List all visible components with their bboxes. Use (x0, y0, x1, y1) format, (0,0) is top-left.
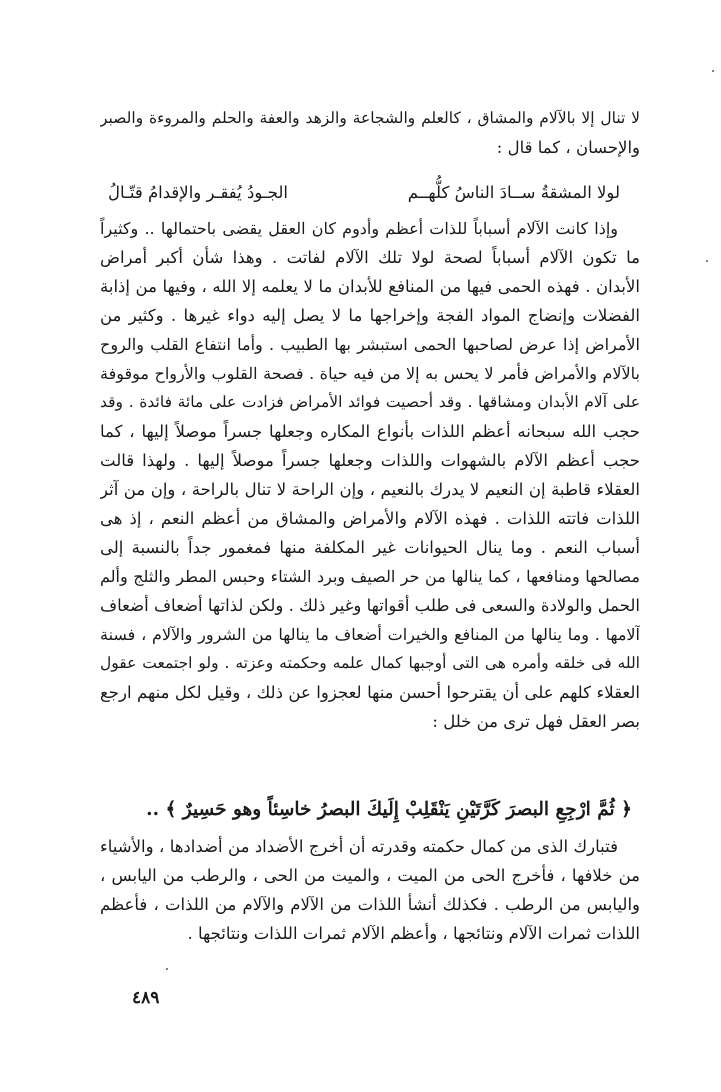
text-line: مصالحها ومنافعها ، كما ينالها من حر الصيف وبرد الشتاء وحبس المطر والثلج وألم (100, 567, 640, 586)
paragraph-opening (100, 104, 640, 162)
text-line: وإذا كانت الآلام أسباباً للذات أعظم وأدوم كان العقل يقضى باحتمالها .. وكثيراً (100, 219, 618, 238)
text-line: الأبدان . فهذه الحمى فيها من المنافع للأبدان ما لا يعلمه إلا الله ، وفيها من إذابة (100, 277, 640, 296)
text-line: حجب الله سبحانه أعظم اللذات بأنواع المكاره وجعلها جسراً موصلاً إليها ، كما (100, 422, 640, 441)
text-line: اللذات ثمرات الآلام ونتائجها ، وأعظم الآلام ثمرات اللذات ونتائجها . (187, 924, 640, 943)
page-number: ٤٨٩ (132, 988, 160, 1008)
poetry-verse (100, 176, 640, 210)
text-line: الفضلات وإنضاج المواد الفجة وإخراجها ما لا يصل إليه دواء غيرها . وكثير من (100, 306, 640, 325)
text-line: آلامها . وما ينالها من المنافع والخيرات أضعاف ما ينالها من الشرور والآلام ، فسنة (100, 625, 640, 644)
paragraph-main (100, 214, 640, 736)
verse-second-hemistich: الجـودُ يُفقـر والإقدامُ قتّـالُ (108, 183, 288, 202)
text-line: أسباب النعم . وما ينال الحيوانات غير المكلفة منها فمغمور جداً بالنسبة إلى (100, 538, 640, 557)
text-line: العقلاء قاطبة إن النعيم لا يدرك بالنعيم ، وإن الراحة لا تنال بالراحة ، وإن من آثر (100, 480, 640, 499)
text-line: لا تنال إلا بالآلام والمشاق ، كالعلم والشجاعة والزهد والعفة والحلم والمروءة والصبر (100, 109, 640, 127)
text-line: اللذات فاتته اللذات . فهذه الآلام والأمراض والمشاق من أعظم النعم ، إذ هى (100, 509, 640, 528)
scan-speck (166, 968, 168, 970)
text-line: بصر العقل فهل ترى من خلل : (432, 712, 640, 731)
text-line: الحمل والولادة والسعى فى طلب أقواتها وغير ذلك . ولكن لذاتها أضعاف أضعاف (100, 596, 640, 615)
scan-speck (706, 260, 708, 262)
text-line: العقلاء كلهم على أن يقترحوا أحسن منها لعجزوا عن ذلك ، وقيل لكل منهم ارجع (100, 683, 640, 702)
text-line: والإحسان ، كما قال : (496, 138, 640, 157)
scan-speck (712, 70, 714, 72)
text-line: من خلافها ، فأخرج الحى من الميت ، والميت من الحى ، والرطب من اليابس ، (100, 866, 640, 885)
paragraph-closing (100, 832, 640, 948)
verse-first-hemistich: لولا المشقةُ ســادَ الناسُ كلُّهــم (407, 183, 620, 202)
text-line: الله فى خلقه وأمره هى التى أوجبها كمال علمه وحكمته وعزته . ولو اجتمعت عقول (100, 654, 640, 672)
text-line: بالآلام والأمراض فأمر لا يحس به إلا من فيه حياة . فصحة القلوب والأرواح موقوفة (100, 364, 640, 383)
text-line: على آلام الأبدان ومشاقها . وقد أحصيت فوائد الأمراض فزادت على مائة فائدة . وقد (100, 393, 640, 411)
quran-verse: ﴿ ثُمَّ ارْجِعِ البصرَ كَرَّتَيْنِ يَنْقَلِبْ إِلَيكَ البصرُ خاسِئاً وهو حَسِيرٌ ﴾ .. (146, 799, 632, 820)
text-line: فتبارك الذى من كمال حكمته وقدرته أن أخرج الأضداد من أضدادها ، والأشياء (100, 837, 618, 856)
text-line: الأمراض إذا عرض لصاحبها الحمى استبشر بها الطبيب . وأما انتفاع القلب والروح (100, 335, 640, 354)
text-line: حجب أعظم الآلام بالشهوات واللذات وجعلها جسراً موصلاً إليها . ولهذا قالت (100, 451, 640, 470)
text-line: واليابس من الرطب . فكذلك أنشأ اللذات من الآلام والآلام من اللذات ، فأعظم (100, 895, 640, 914)
text-line: ما تكون الآلام أسباباً لصحة لولا تلك الآلام لفاتت . وهذا شأن أكبر أمراض (100, 248, 640, 267)
